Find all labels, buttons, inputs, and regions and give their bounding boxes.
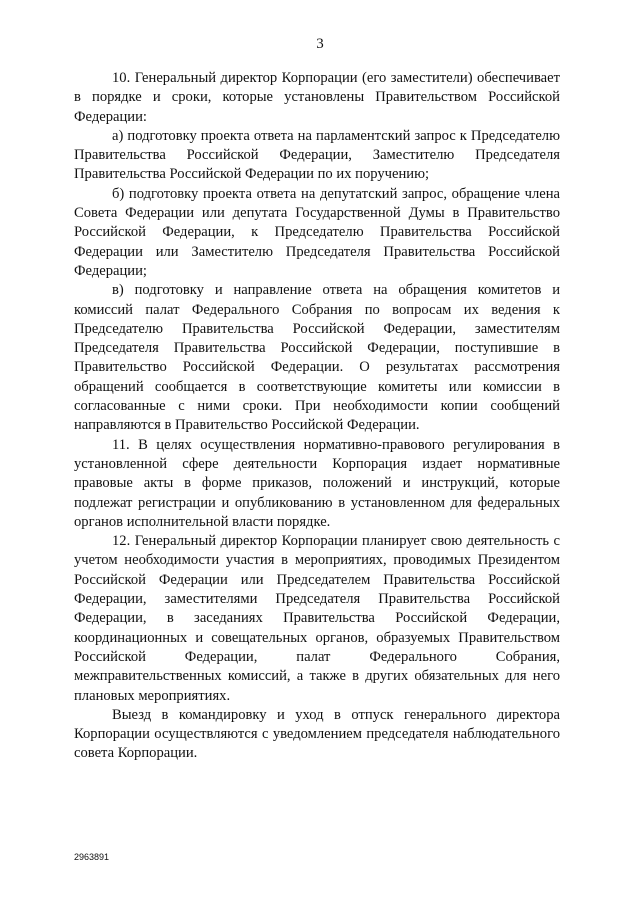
- paragraph-12-trip: Выезд в командировку и уход в отпуск генерального директора Корпорации осуществляются с уведомлением председателя наблюдательного совета Корпорации.: [74, 706, 560, 762]
- document-body: [74, 69, 560, 764]
- paragraph-10-b: б) подготовку проекта ответа на депутатский запрос, обращение члена Совета Федерации или депутата Государственной Думы в Правительство Российской Федерации, к Председателю Правительства Российской Федерации или Заместителю Председателя Правительства Российской Федерации;: [74, 185, 560, 279]
- document-code: 2963891: [74, 852, 110, 862]
- paragraph-11: 11. В целях осуществления нормативно-правового регулирования в установленной сфере деятельности Корпорация издает нормативные правовые акты в форме приказов, положений и инструкций, которые подлежат регистрации и опубликованию в установленном для федеральных органов исполнительной власти порядке.: [74, 436, 560, 530]
- paragraph-10-intro: 10. Генеральный директор Корпорации (его заместители) обеспечивает в порядке и сроки, которые установлены Правительством Российской Федерации:: [74, 70, 560, 125]
- page-number: 3: [316, 36, 324, 52]
- paragraph-10-a: а) подготовку проекта ответа на парламентский запрос к Председателю Правительства Российской Федерации, Заместителю Председателя Правительства Российской Федерации по их поручению;: [74, 127, 560, 183]
- paragraph-10-v: в) подготовку и направление ответа на обращения комитетов и комиссий палат Федерального Собрания по вопросам их ведения к Председателю Правительства Российской Федерации, заместителям Председателя Правительства Российской Федерации, поступившие в Правительство Российской Федерации. О результатах рассмотрения обращений сообщается в соответствующие комитеты или комиссии в согласованные с ними сроки. При необходимости копии сообщений направляются в Правительство Российской Федерации.: [74, 282, 560, 434]
- paragraph-12: 12. Генеральный директор Корпорации планирует свою деятельность с учетом необходимости участия в мероприятиях, проводимых Президентом Российской Федерации или Председателем Правительства Российской Федерации, заместителями Председателя Правительства Российской Федерации, в заседаниях Правительства Российской Федерации, координационных и совещательных органов, образуемых Правительством Российской Федерации, палат Федерального Собрания, межправительственных комиссий, а также в других обязательных для него плановых мероприятиях.: [74, 533, 560, 704]
